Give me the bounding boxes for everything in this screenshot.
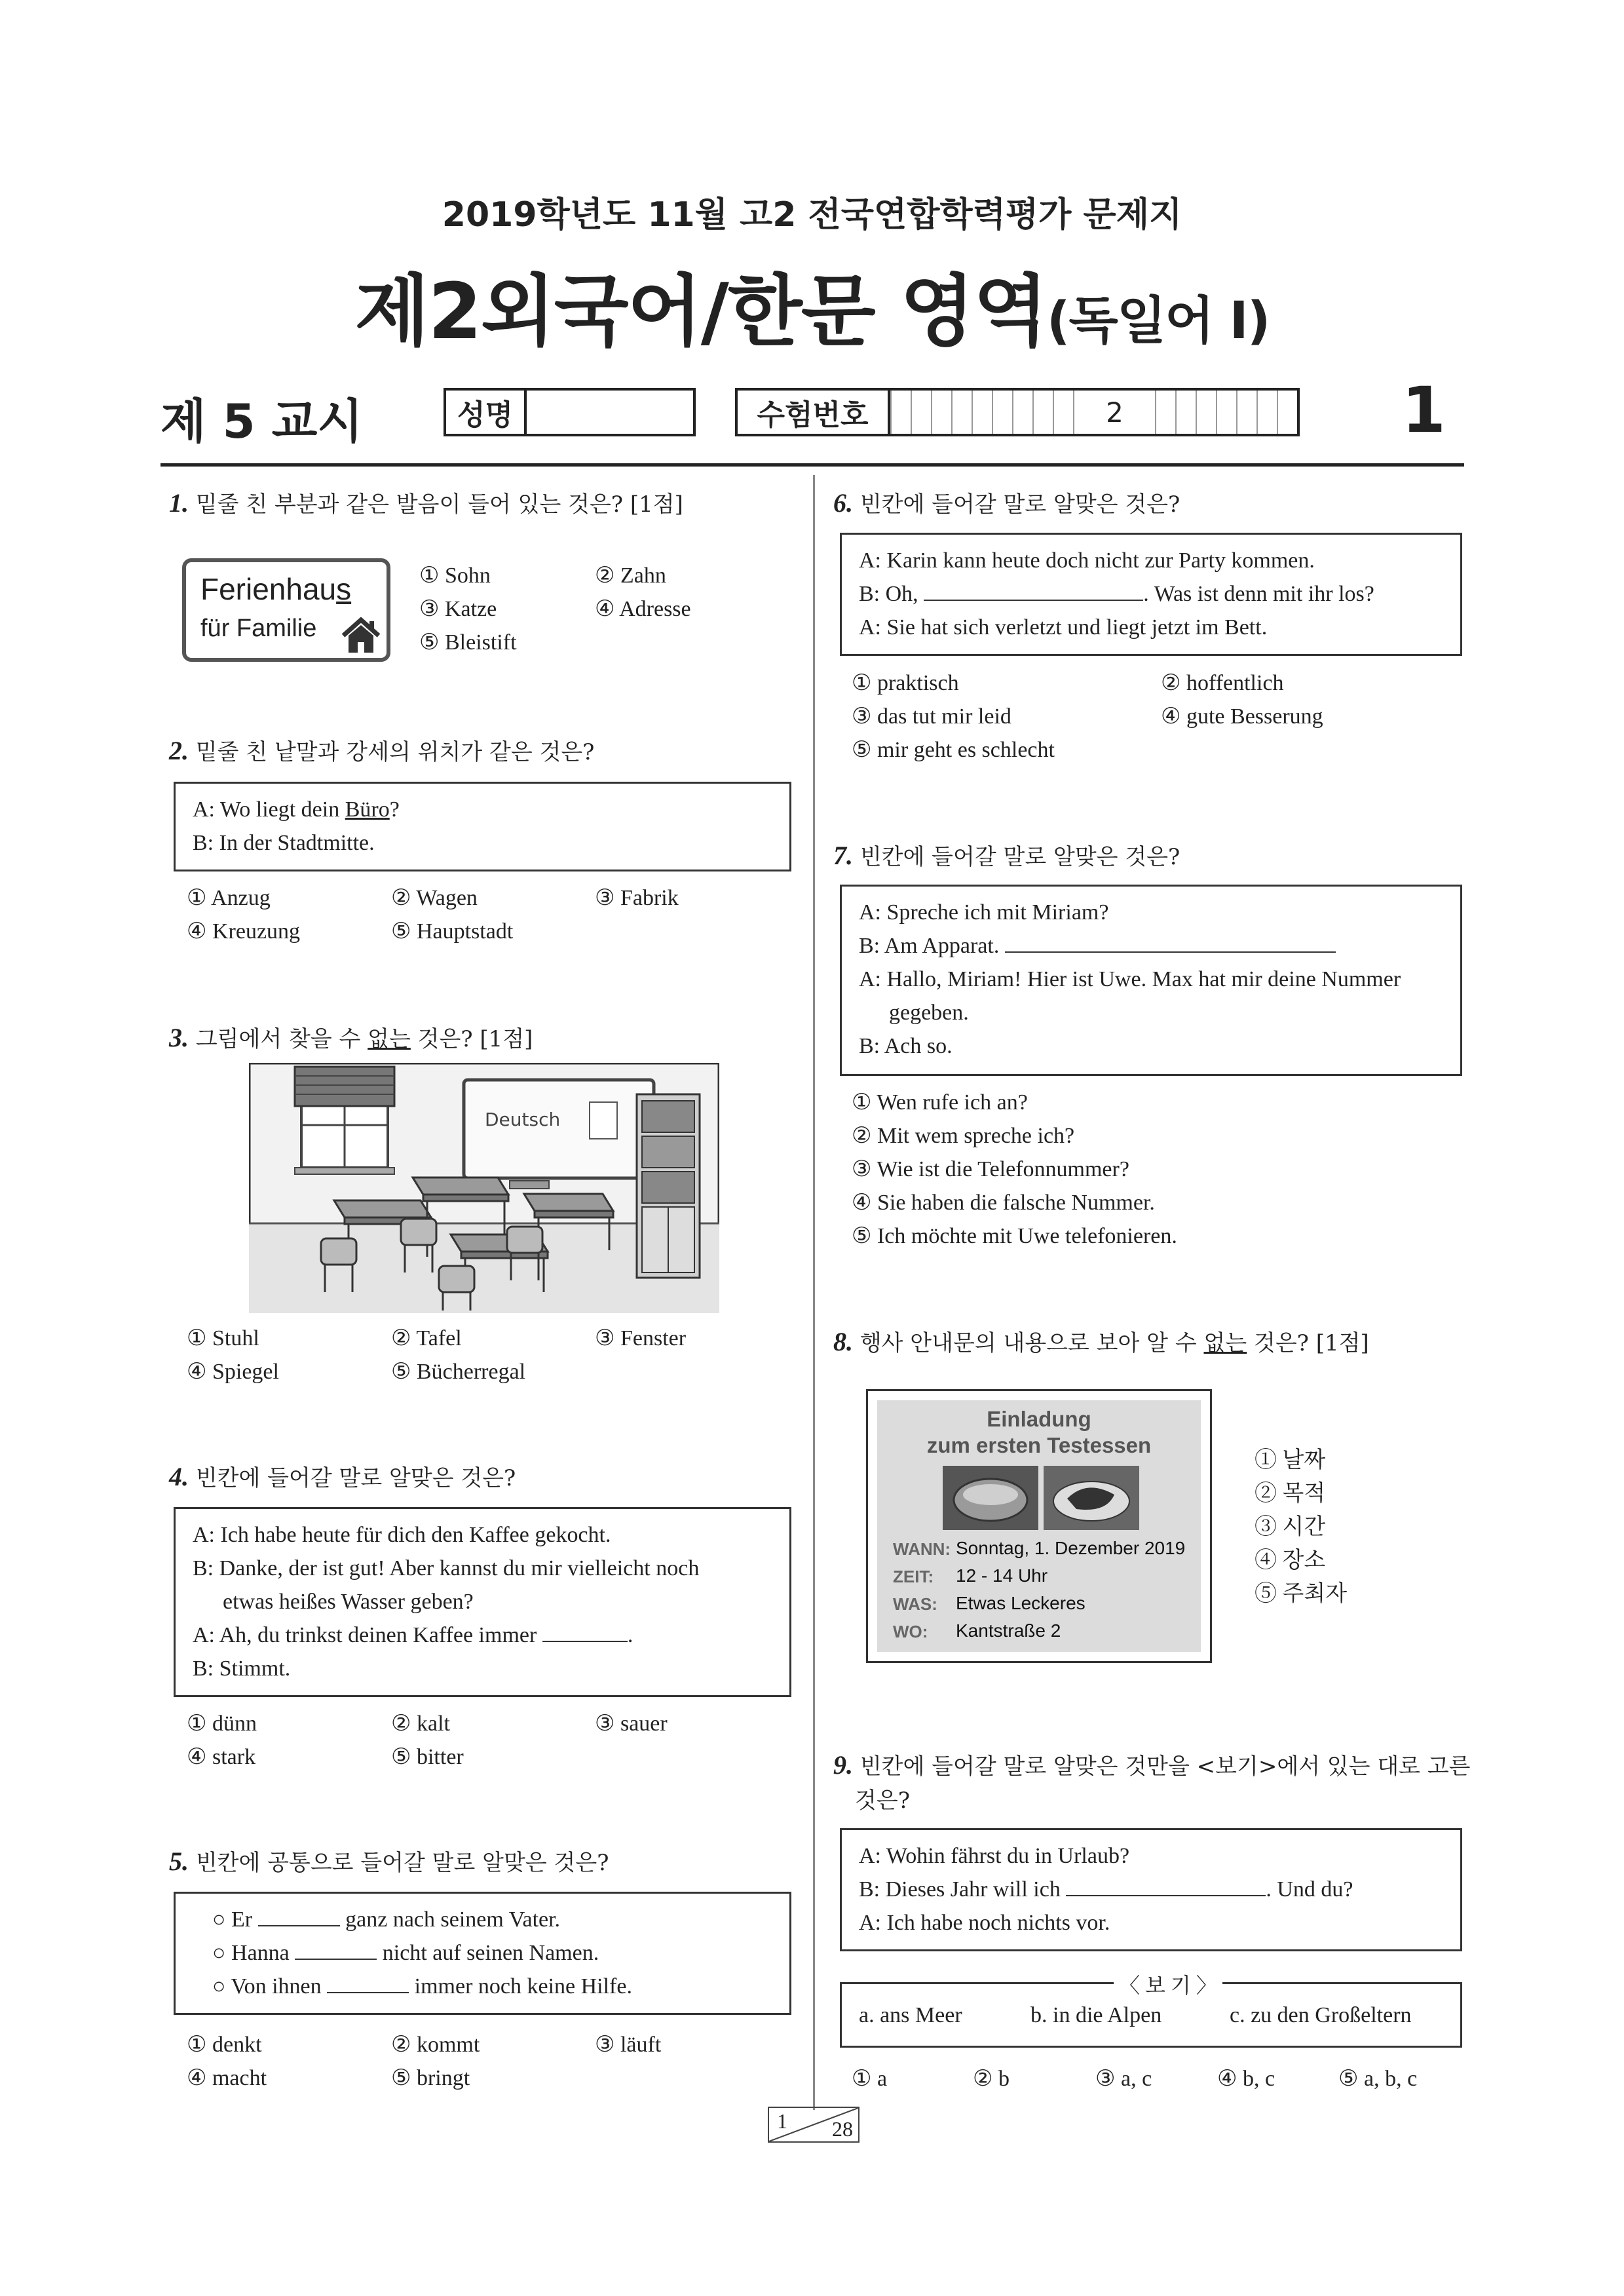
current-page: 1 (777, 2109, 787, 2133)
question-text: 빈칸에 들어갈 말로 알맞은 것만을 <보기>에서 있는 대로 고른 (859, 1753, 1471, 1780)
answer-blank (1005, 929, 1336, 953)
exam-number-digit: 2 (1073, 391, 1155, 434)
sign-line-2: für Familie (200, 615, 317, 642)
question-text: 빈칸에 들어갈 말로 알맞은 것은? (859, 844, 1180, 870)
dialogue-line: A: Sie hat sich verletzt und liegt jetzt im Bett. (859, 615, 1268, 640)
dialogue-line: B: Danke, der ist gut! Aber kannst du mir vielleicht noch (193, 1556, 700, 1580)
option[interactable]: ③ 시간 (1255, 1515, 1326, 1539)
exam-number-cell (1155, 391, 1175, 434)
question-text-emphasis: 없는 (1203, 1330, 1247, 1356)
question-2 (169, 734, 594, 766)
dialogue-line: B: Oh, . Was ist denn mit ihr los? (859, 577, 1443, 611)
option[interactable]: ③ Katze (419, 597, 497, 621)
option[interactable]: ② Mit wem spreche ich? (852, 1124, 1075, 1148)
dialogue-line: A: Hallo, Miriam! Hier ist Uwe. Max hat mir deine Nummer (859, 967, 1401, 991)
question-number: 7. (833, 841, 853, 870)
title-sub: (독일어 Ⅰ) (1046, 292, 1270, 351)
option[interactable]: ④ Adresse (595, 597, 691, 621)
option[interactable]: ② Zahn (595, 564, 666, 588)
food-photos (943, 1466, 1139, 1530)
invitation-title: Einladung (987, 1407, 1091, 1431)
dialogue-line: A: Ich habe heute für dich den Kaffee gekocht. (193, 1523, 611, 1547)
question-text-emphasis: 없는 (368, 1026, 411, 1052)
question-8 (833, 1325, 1369, 1357)
option[interactable]: ④ Kreuzung (187, 919, 301, 944)
question-number: 3. (169, 1023, 189, 1052)
dialogue-box (840, 1828, 1462, 1951)
option[interactable]: ① 날짜 (1255, 1448, 1326, 1472)
exam-number-cell (992, 391, 1012, 434)
exam-number-cell (931, 391, 951, 434)
option[interactable]: ② Wagen (391, 886, 478, 910)
invitation-key: WAS: (893, 1594, 937, 1614)
answer-blank (258, 1903, 340, 1926)
name-field[interactable] (444, 388, 696, 436)
option[interactable]: ⑤ a, b, c (1338, 2067, 1418, 2091)
question-5 (169, 1845, 609, 1877)
dialogue-line: A: Wo liegt dein Büro? (193, 797, 400, 822)
question-text: 밑줄 친 부분과 같은 발음이 들어 있는 것은? [1점] (195, 491, 683, 518)
question-number: 9. (833, 1750, 853, 1780)
name-label: 성명 (446, 391, 527, 434)
option[interactable]: ④ gute Besserung (1161, 704, 1323, 729)
exam-subtitle: 2019학년도 11월 고2 전국연합학력평가 문제지 (442, 195, 1182, 235)
page-indicator (768, 2107, 859, 2143)
option[interactable]: ⑤ 주최자 (1255, 1582, 1348, 1606)
option[interactable]: ④ b, c (1217, 2067, 1275, 2091)
exam-number-cell (1216, 391, 1236, 434)
dialogue-line: gegeben. (889, 1001, 969, 1025)
dialogue-line: B: Ach so. (859, 1034, 953, 1058)
sentence-box (174, 1892, 791, 2015)
option[interactable]: ③ läuft (595, 2033, 662, 2057)
exam-number-cell (1175, 391, 1196, 434)
dialogue-line: A: Ich habe noch nichts vor. (859, 1911, 1110, 1935)
option[interactable]: ⑤ Ich möchte mit Uwe telefonieren. (852, 1224, 1177, 1248)
house-icon (341, 617, 381, 654)
question-7 (833, 839, 1180, 871)
exam-number-label: 수험번호 (738, 391, 890, 434)
exam-number-cell (1277, 391, 1297, 434)
exam-number-cell (1012, 391, 1032, 434)
option[interactable]: ① praktisch (852, 671, 959, 695)
option[interactable]: ④ 장소 (1255, 1548, 1326, 1573)
dialogue-line: B: Stimmt. (193, 1656, 291, 1681)
sentence-line: ○ Von ihnen immer noch keine Hilfe. (193, 1970, 772, 2003)
bogi-label: 〈 보 기 〉 (1114, 1969, 1222, 1999)
exam-number-cell (972, 391, 992, 434)
question-3 (169, 1021, 533, 1053)
option[interactable]: ① denkt (187, 2033, 262, 2057)
option[interactable]: ③ das tut mir leid (852, 704, 1011, 729)
option[interactable]: ① dünn (187, 1712, 257, 1736)
bogi-item: b. in die Alpen (1030, 2003, 1162, 2027)
exam-number-cell (1053, 391, 1073, 434)
dialogue-box (840, 533, 1462, 656)
vacation-house-sign (182, 558, 390, 662)
title-main: 제2외국어/한문 영역 (354, 266, 1047, 356)
option[interactable]: ④ macht (187, 2066, 267, 2090)
invitation-flyer (866, 1389, 1212, 1663)
option[interactable]: ② b (973, 2067, 1010, 2091)
dialogue-line: etwas heißes Wasser geben? (223, 1590, 474, 1614)
dialogue-box (174, 1507, 791, 1697)
exam-number-cell (951, 391, 972, 434)
option[interactable]: ③ sauer (595, 1712, 668, 1736)
bogi-item: a. ans Meer (859, 2003, 962, 2027)
invitation-value: Kantstraße 2 (956, 1620, 1061, 1641)
column-divider (813, 475, 815, 2110)
answer-blank (327, 1970, 409, 1993)
option[interactable]: ⑤ Bücherregal (391, 1360, 526, 1384)
invitation-subtitle: zum ersten Testessen (926, 1433, 1152, 1457)
exam-number-cell (1236, 391, 1256, 434)
option[interactable]: ③ a, c (1095, 2067, 1152, 2091)
question-text-cont: 것은? (855, 1788, 910, 1814)
answer-blank (1066, 1873, 1266, 1896)
header-rule (161, 463, 1464, 467)
sentence-line: ○ Er ganz nach seinem Vater. (193, 1903, 772, 1936)
option[interactable]: ① Stuhl (187, 1326, 259, 1350)
exam-number-cell (1256, 391, 1277, 434)
dialogue-box (174, 782, 791, 871)
question-number: 4. (169, 1462, 189, 1491)
sentence-line: ○ Hanna nicht auf seinen Namen. (193, 1936, 772, 1970)
sign-line-1: Ferienhaus (200, 572, 352, 606)
exam-number-field[interactable] (735, 388, 1300, 436)
question-number: 6. (833, 488, 853, 518)
option[interactable]: ③ Fabrik (595, 886, 679, 910)
dialogue-line: B: Dieses Jahr will ich . Und du? (859, 1873, 1443, 1906)
option[interactable]: ① a (852, 2067, 888, 2091)
invitation-value: 12 - 14 Uhr (956, 1565, 1048, 1586)
dialogue-line: B: In der Stadtmitte. (193, 831, 375, 855)
page-number: 1 (1402, 373, 1446, 447)
period-label: 제 5 교시 (161, 394, 363, 449)
question-6 (833, 486, 1180, 518)
question-1 (169, 486, 683, 518)
classroom-illustration (249, 1063, 719, 1313)
option[interactable]: ③ Wie ist die Telefonnummer? (852, 1157, 1129, 1181)
option[interactable]: ② hoffentlich (1161, 671, 1284, 695)
dialogue-line: A: Spreche ich mit Miriam? (859, 900, 1109, 925)
option[interactable]: ④ Sie haben die falsche Nummer. (852, 1191, 1155, 1215)
option[interactable]: ⑤ bringt (391, 2066, 470, 2090)
bogi-item: c. zu den Großeltern (1230, 2003, 1412, 2027)
option[interactable]: ④ stark (187, 1745, 256, 1769)
option[interactable]: ② 목적 (1255, 1482, 1326, 1506)
question-text: 것은? [1점] (410, 1026, 533, 1052)
dialogue-line: A: Ah, du trinkst deinen Kaffee immer . (193, 1618, 772, 1652)
total-pages: 28 (832, 2117, 853, 2141)
exam-number-cell (890, 391, 911, 434)
dialogue-line: A: Wohin fährst du in Urlaub? (859, 1844, 1130, 1868)
option[interactable]: ⑤ Hauptstadt (391, 919, 514, 944)
option[interactable]: ① Anzug (187, 886, 271, 910)
dialogue-line: B: Am Apparat. (859, 929, 1443, 963)
question-text: 밑줄 친 낱말과 강세의 위치가 같은 것은? (195, 739, 595, 765)
question-number: 5. (169, 1846, 189, 1876)
question-4 (169, 1460, 516, 1492)
option[interactable]: ② kalt (391, 1712, 450, 1736)
dialogue-box (840, 885, 1462, 1076)
option[interactable]: ④ Spiegel (187, 1360, 279, 1384)
question-text: 빈칸에 들어갈 말로 알맞은 것은? (859, 491, 1180, 518)
invitation-key: ZEIT: (893, 1567, 934, 1586)
option[interactable]: ② kommt (391, 2033, 480, 2057)
exam-number-cell (911, 391, 931, 434)
option[interactable]: ① Wen rufe ich an? (852, 1090, 1028, 1115)
option[interactable]: ③ Fenster (595, 1326, 687, 1350)
invitation-value: Etwas Leckeres (956, 1593, 1086, 1613)
question-number: 1. (169, 488, 189, 518)
question-number: 2. (169, 736, 189, 765)
question-text: 빈칸에 공통으로 들어갈 말로 알맞은 것은? (195, 1850, 609, 1876)
board-text: Deutsch (485, 1109, 561, 1130)
question-text: 것은? [1점] (1247, 1330, 1369, 1356)
exam-number-cell (1032, 391, 1053, 434)
exam-number-cell (1196, 391, 1216, 434)
invitation-value: Sonntag, 1. Dezember 2019 (956, 1538, 1186, 1558)
option[interactable]: ⑤ Bleistift (419, 630, 517, 655)
question-text: 행사 안내문의 내용으로 보아 알 수 (859, 1330, 1204, 1356)
option[interactable]: ⑤ mir geht es schlecht (852, 738, 1055, 762)
dialogue-line: A: Karin kann heute doch nicht zur Party kommen. (859, 548, 1315, 573)
question-number: 8. (833, 1327, 853, 1356)
invitation-key: WANN: (893, 1539, 951, 1559)
answer-blank (924, 577, 1143, 601)
question-text: 빈칸에 들어갈 말로 알맞은 것은? (195, 1465, 516, 1491)
option[interactable]: ① Sohn (419, 564, 491, 588)
option[interactable]: ② Tafel (391, 1326, 462, 1350)
invitation-key: WO: (893, 1622, 928, 1641)
question-9 (833, 1748, 1471, 1780)
answer-blank (542, 1618, 628, 1642)
answer-blank (295, 1936, 377, 1960)
question-text: 그림에서 찾을 수 (195, 1026, 368, 1052)
option[interactable]: ⑤ bitter (391, 1745, 464, 1769)
exam-title (0, 249, 1624, 360)
